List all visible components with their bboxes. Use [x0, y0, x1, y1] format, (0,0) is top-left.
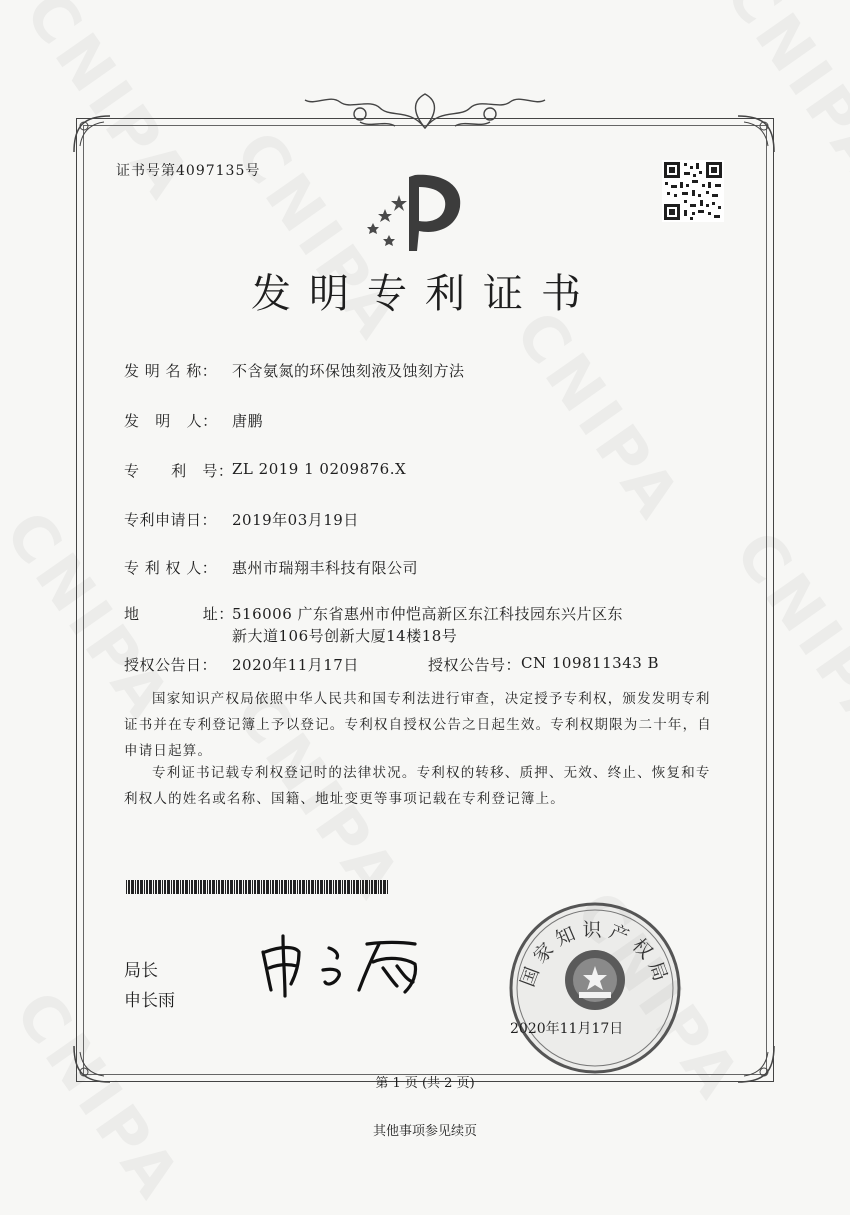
- svg-text:国家知识产权局: 国家知识产权局: [516, 919, 674, 990]
- field-label: 专 利 权 人：: [124, 559, 218, 577]
- barcode-bar: [378, 880, 379, 894]
- barcode-bar: [383, 880, 386, 894]
- barcode-bar: [128, 880, 130, 894]
- barcode-bar: [302, 880, 305, 894]
- address-line-1: 516006 广东省惠州市仲恺高新区东江科技园东兴片区东: [232, 605, 624, 623]
- field-value: 唐鹏: [232, 412, 264, 430]
- field-label: 授权公告日：: [124, 656, 218, 674]
- barcode-bar: [293, 880, 296, 894]
- barcode-bar: [347, 880, 350, 894]
- barcode-bar: [185, 880, 188, 894]
- barcode-bar: [299, 880, 301, 894]
- field-announcement: [124, 654, 659, 675]
- barcode-bar: [194, 880, 197, 894]
- barcode-bar: [198, 880, 199, 894]
- barcode-bar: [362, 880, 364, 894]
- barcode-bar: [216, 880, 217, 894]
- barcode-bar: [326, 880, 328, 894]
- barcode-icon: [126, 880, 394, 894]
- field-address: [124, 603, 623, 647]
- barcode-bar: [317, 880, 319, 894]
- barcode-bar: [162, 880, 163, 894]
- field-label: 专 利 号：: [124, 462, 234, 480]
- barcode-bar: [158, 880, 161, 894]
- barcode-bar: [173, 880, 175, 894]
- field-label: 发 明 人：: [124, 412, 218, 430]
- field-value: 2020年11月17日: [232, 656, 359, 674]
- barcode-bar: [369, 880, 370, 894]
- barcode-bar: [243, 880, 244, 894]
- barcode-bar: [227, 880, 229, 894]
- barcode-bar: [212, 880, 215, 894]
- barcode-bar: [333, 880, 334, 894]
- barcode-bar: [189, 880, 190, 894]
- barcode-bar: [209, 880, 211, 894]
- barcode-bar: [275, 880, 278, 894]
- barcode-bar: [218, 880, 220, 894]
- barcode-bar: [360, 880, 361, 894]
- barcode-bar: [167, 880, 170, 894]
- barcode-bar: [176, 880, 179, 894]
- barcode-bar: [374, 880, 377, 894]
- field-label: 发 明 名 称：: [124, 362, 218, 380]
- barcode-bar: [234, 880, 235, 894]
- seal-date: 2020年11月17日: [510, 1021, 624, 1037]
- field-label: 专利申请日：: [124, 511, 218, 529]
- barcode-bar: [230, 880, 233, 894]
- barcode-bar: [284, 880, 287, 894]
- barcode-bar: [252, 880, 253, 894]
- address-line-2: 新大道106号创新大厦14楼18号: [232, 627, 458, 645]
- field-label: 授权公告号：: [428, 656, 522, 674]
- barcode-bar: [272, 880, 274, 894]
- barcode-bar: [131, 880, 134, 894]
- barcode-bar: [182, 880, 184, 894]
- barcode-bar: [207, 880, 208, 894]
- signature-icon: [255, 930, 435, 1000]
- barcode-bar: [315, 880, 316, 894]
- barcode-bar: [266, 880, 269, 894]
- barcode-bar: [342, 880, 343, 894]
- legal-status-paragraph: 专利证书记载专利权登记时的法律状况。专利权的转移、质押、无效、终止、恢复和专利权人的姓名或名称、国籍、地址变更等事项记载在专利登记簿上。: [124, 765, 711, 807]
- barcode-bar: [320, 880, 323, 894]
- barcode-bar: [380, 880, 382, 894]
- barcode-bar: [306, 880, 307, 894]
- barcode-bar: [288, 880, 289, 894]
- barcode-bar: [236, 880, 238, 894]
- corner-ornament-icon: [70, 112, 114, 156]
- barcode-bar: [281, 880, 283, 894]
- barcode-bar: [263, 880, 265, 894]
- certificate-title: 发明专利证书: [251, 271, 599, 317]
- seal-icon: [505, 898, 685, 1078]
- continue-note: 其他事项参见续页: [372, 1124, 477, 1139]
- barcode-bar: [353, 880, 355, 894]
- field-application-date: [124, 509, 359, 530]
- field-label: 地 址：: [124, 605, 234, 623]
- barcode-bar: [164, 880, 166, 894]
- field-inventor: [124, 410, 263, 431]
- barcode-bar: [279, 880, 280, 894]
- field-value: CN 109811343 B: [521, 654, 660, 672]
- page-number: 第 1 页 (共 2 页): [375, 1076, 475, 1091]
- field-value: 2019年03月19日: [232, 511, 359, 529]
- barcode-bar: [308, 880, 310, 894]
- barcode-bar: [245, 880, 247, 894]
- barcode-bar: [257, 880, 260, 894]
- barcode-bar: [344, 880, 346, 894]
- field-value: 不含氨氮的环保蚀刻液及蚀刻方法: [232, 362, 465, 380]
- field-patentee: [124, 557, 418, 578]
- field-patent-number: [124, 460, 406, 481]
- field-value: ZL 2019 1 0209876.X: [232, 460, 407, 478]
- barcode-bar: [365, 880, 368, 894]
- cnipa-emblem-icon: [355, 165, 475, 255]
- barcode-bar: [335, 880, 337, 894]
- barcode-bar: [270, 880, 271, 894]
- barcode-bar: [356, 880, 359, 894]
- barcode-bar: [351, 880, 352, 894]
- field-value: [232, 603, 623, 647]
- director-name: 申长雨: [124, 991, 175, 1011]
- field-value: 惠州市瑞翔丰科技有限公司: [232, 559, 419, 577]
- barcode-bar: [144, 880, 145, 894]
- barcode-bar: [137, 880, 139, 894]
- barcode-bar: [153, 880, 154, 894]
- qr-code-icon: [662, 160, 724, 222]
- barcode-bar: [126, 880, 127, 894]
- barcode-bar: [254, 880, 256, 894]
- barcode-bar: [324, 880, 325, 894]
- barcode-bar: [225, 880, 226, 894]
- barcode-bar: [239, 880, 242, 894]
- barcode-bar: [221, 880, 224, 894]
- grant-paragraph: 国家知识产权局依照中华人民共和国专利法进行审查，决定授予专利权，颁发发明专利证书并在专利登记簿上予以登记。专利权自授权公告之日起生效。专利权期限为二十年，自申请日起算。: [124, 691, 712, 759]
- barcode-bar: [387, 880, 388, 894]
- barcode-bar: [290, 880, 292, 894]
- barcode-bar: [191, 880, 193, 894]
- top-ornament-icon: [300, 88, 550, 134]
- barcode-bar: [248, 880, 251, 894]
- barcode-bar: [155, 880, 157, 894]
- barcode-bar: [146, 880, 148, 894]
- barcode-bar: [311, 880, 314, 894]
- director-title: 局长: [124, 961, 158, 981]
- barcode-bar: [329, 880, 332, 894]
- barcode-bar: [200, 880, 202, 894]
- barcode-bar: [180, 880, 181, 894]
- corner-ornament-icon: [734, 112, 778, 156]
- certificate-number: 证书号第4097135号: [116, 163, 261, 179]
- barcode-bar: [261, 880, 262, 894]
- barcode-bar: [149, 880, 152, 894]
- barcode-bar: [297, 880, 298, 894]
- barcode-bar: [171, 880, 172, 894]
- field-invention-name: [124, 360, 465, 381]
- barcode-bar: [338, 880, 341, 894]
- barcode-bar: [371, 880, 373, 894]
- barcode-bar: [203, 880, 206, 894]
- barcode-bar: [135, 880, 136, 894]
- barcode-bar: [140, 880, 143, 894]
